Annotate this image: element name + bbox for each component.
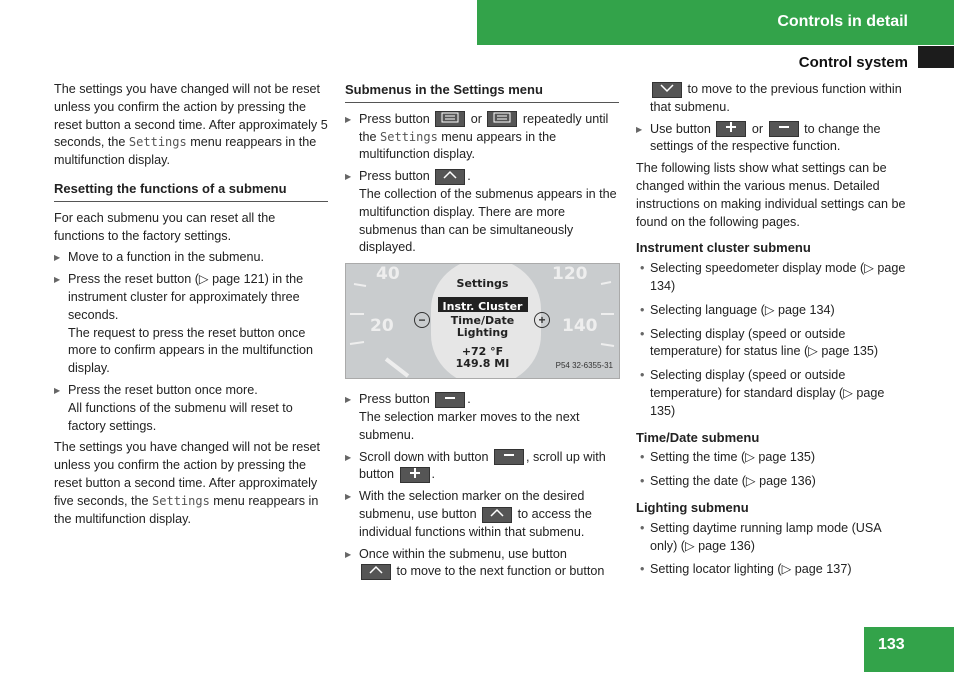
text: repeatedly until the (359, 111, 609, 144)
display-line: Settings (456, 277, 509, 291)
subheading: Lighting submenu (636, 499, 749, 515)
text: Press the reset button once more. (68, 382, 258, 397)
continued-step (636, 81, 910, 117)
minus-button-icon (494, 449, 524, 465)
text: . (467, 392, 471, 407)
text: menu appears in the multifunction display. (359, 129, 557, 162)
list-item: • Selecting display (speed or outside temperature) for standard display (▷ page 135) (636, 367, 910, 420)
text: menu reappears in the multifunction display. (54, 493, 319, 526)
dial-20: 20 (370, 316, 394, 337)
column-1 (54, 81, 328, 532)
page-back-button-icon (435, 111, 465, 127)
plus-button-icon (400, 467, 430, 483)
plus-icon: + (534, 312, 550, 328)
display-line-selected: Instr. Cluster (442, 300, 523, 314)
text: menu reappears in the multifunction display. (54, 135, 317, 168)
step (345, 168, 619, 257)
text: Press button (359, 111, 430, 126)
list-item: • Selecting display (speed or outside temperature) for status line (▷ page 135) (636, 326, 910, 362)
step (345, 488, 619, 541)
text: Press button (359, 169, 430, 184)
settings-term: Settings (128, 135, 187, 150)
section-header (477, 0, 954, 45)
dial-140: 140 (562, 316, 598, 337)
thumb-tab (918, 46, 954, 68)
up-button-icon (435, 169, 465, 185)
page-number: 133 (878, 636, 905, 653)
display-line: +72 °F (461, 345, 504, 359)
text: to move to the previous function within that submenu. (650, 82, 902, 114)
paragraph: The following lists show what settings can be changed within the various menus. Detailed instructions on making individual settings can be found on the following pages. (636, 161, 906, 229)
intro-paragraph (54, 81, 328, 170)
multifunction-display-figure (345, 263, 620, 379)
text: Use button (650, 121, 711, 136)
text: Press button (359, 392, 430, 407)
minus-button-icon (435, 392, 465, 408)
text: The collection of the submenus appears in the multifunction display. There are more submenus than can be simultaneously displayed. (359, 186, 617, 255)
subsection-title: Control system (798, 54, 908, 71)
text: The selection marker moves to the next submenu. (359, 409, 580, 442)
text: or (751, 121, 764, 136)
text: to access the individual functions within that submenu. (359, 506, 592, 539)
step (54, 271, 328, 378)
text: The request to press the reset button once more to confirm appears in the multifunction display. (68, 325, 313, 376)
text: Press the reset button (▷ page 121) in the instrument cluster for approximately three seconds. (68, 272, 304, 322)
step (54, 382, 328, 435)
page-forward-button-icon (487, 111, 517, 127)
settings-term: Settings (380, 129, 438, 144)
up-button-icon (361, 564, 391, 580)
plus-button-icon (716, 121, 746, 137)
list-item: • Setting the time (▷ page 135) (636, 449, 910, 467)
outro-paragraph (54, 439, 328, 528)
section-heading: Submenus in the Settings menu (345, 81, 619, 103)
down-button-icon (652, 82, 682, 98)
list-item: • Setting locator lighting (▷ page 137) (636, 561, 910, 579)
text: . (431, 467, 436, 482)
text: , scroll up with button (359, 449, 606, 482)
display-line: 149.8 MI (455, 357, 510, 371)
text: With the selection marker on the desired submenu, use button (359, 489, 585, 521)
text: All functions of the submenu will reset to factory settings. (68, 400, 293, 433)
column-3 (636, 81, 910, 585)
text: or (470, 111, 482, 126)
text: Once within the submenu, use button (359, 546, 567, 561)
paragraph: For each submenu you can reset all the functions to the factory settings. (54, 210, 276, 243)
step (345, 391, 619, 444)
settings-term: Settings (152, 493, 210, 508)
page-number-box (864, 627, 954, 672)
section-title: Controls in detail (777, 13, 908, 30)
text: Move to a function in the submenu. (68, 250, 265, 265)
minus-icon: − (414, 312, 430, 328)
text: The settings you have changed will not be reset unless you confirm the action by pressing the reset button a second time. After approximately 5 seconds, the (54, 82, 328, 150)
subheading: Time/Date submenu (636, 429, 760, 445)
step (345, 449, 619, 485)
display-line: Lighting (456, 326, 509, 340)
step (345, 111, 619, 164)
subheading: Instrument cluster submenu (636, 240, 811, 256)
text: to change the settings of the respective function. (650, 121, 881, 154)
text: . (467, 169, 471, 184)
step (345, 546, 619, 582)
step (54, 249, 328, 267)
figure-code: P54 32-6355-31 (555, 361, 613, 371)
list-item: • Setting daytime running lamp mode (USA only) (▷ page 136) (636, 520, 910, 556)
section-heading: Resetting the functions of a submenu (54, 180, 328, 202)
dial-40: 40 (376, 264, 400, 285)
text: The settings you have changed will not be reset unless you confirm the action by pressing the reset button a second time. After approximately five seconds, the (54, 440, 321, 508)
minus-button-icon (769, 121, 799, 137)
up-button-icon (482, 507, 512, 523)
column-2 (345, 81, 619, 585)
text: Scroll down with button (359, 449, 489, 464)
list-item: • Selecting speedometer display mode (▷ page 134) (636, 260, 910, 296)
step (636, 121, 910, 157)
list-item: • Selecting language (▷ page 134) (636, 302, 910, 320)
list-item: • Setting the date (▷ page 136) (636, 473, 910, 491)
text: to move to the next function or button (396, 564, 605, 579)
dial-120: 120 (552, 264, 588, 285)
display-line: Time/Date (450, 314, 515, 328)
